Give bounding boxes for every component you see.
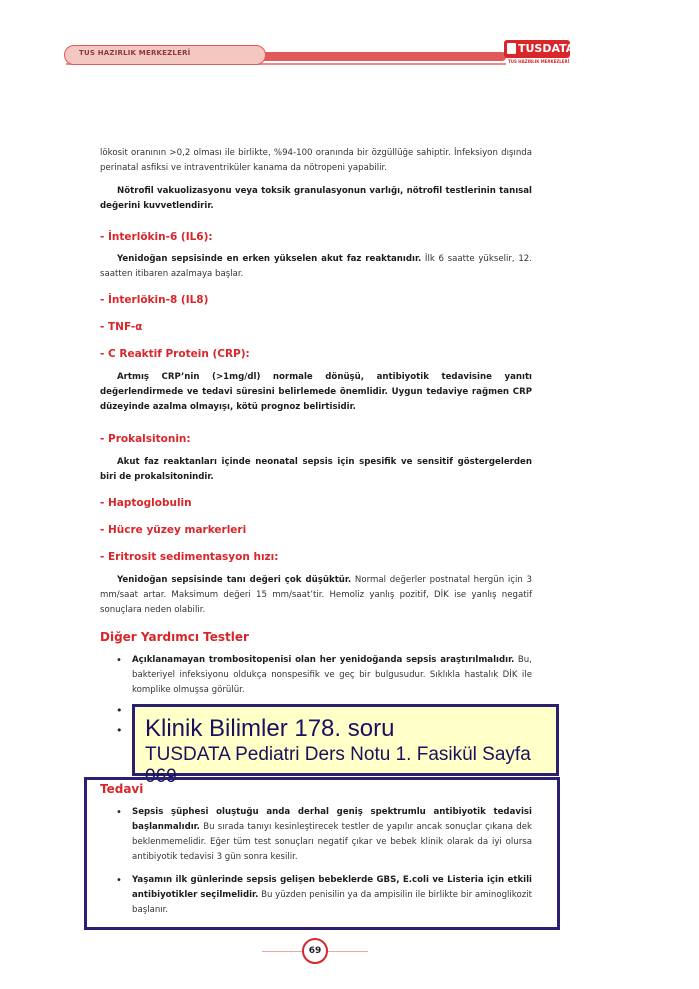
paragraph-lokosit: lökosit oranının >0,2 olması ile birlikte, %94-100 oranında bir özgüllüğe sahiptir. İnfeksiyon dışında perinatal asfiksi ve intraventriküler kanama da nötropeni yapabilir. [100, 148, 532, 173]
header-label: TUS HAZIRLIK MERKEZLERİ [79, 49, 191, 57]
paragraph-il6 [100, 252, 532, 282]
tusdata-logo [504, 40, 575, 66]
diger-b1-rest: Bu, bakteriyel infeksiyonu oldukça nonspesifik ve geç bir bulgusudur. Sıklıkla hastalık DİK ile komplike olmuşsa görülür. [132, 655, 532, 695]
eritro-bold: Yenidoğan sepsisinde tanı değeri çok düşüktür. [117, 575, 352, 585]
crp-bold: Artmış CRP’nin (>1mg/dl) normale dönüşü, antibiyotik tedavisine yanıtı değerlendirmede ve tedavi süresini belirlemede önemlidir. Uygun tedaviye rağmen CRP düzeyinde azalma olmayışı, kötü prognoz belirtisidir. [100, 372, 532, 412]
logo-text: TUSDATA [518, 42, 575, 55]
paragraph-prokalsitonin [100, 455, 532, 485]
hidden-bullet-dot: • [116, 724, 123, 737]
heading-hucre: - Hücre yüzey markerleri [100, 524, 247, 536]
tedavi-b1-bold: Sepsis şüphesi oluştuğu anda derhal geniş spektrumlu antibiyotik tedavisi başlanmalıdır. [132, 807, 532, 832]
question-reference-subtitle: TUSDATA Pediatri Ders Notu 1. Fasikül Sayfa 069 [145, 744, 531, 787]
diger-list [116, 653, 532, 698]
heading-prokalsitonin: - Prokalsitonin: [100, 433, 191, 445]
page-number: 69 [302, 938, 328, 964]
paragraph-eritrosit [100, 573, 532, 618]
heading-il8: - İnterlökin-8 (IL8) [100, 294, 209, 306]
il6-rest: İlk 6 saatte yükselir, 12. saatten itibaren azalmaya başlar. [100, 254, 532, 279]
diger-b1-bold: Açıklanamayan trombositopenisi olan her yenidoğanda sepsis araştırılmalıdır. [132, 655, 515, 665]
il6-bold: Yenidoğan sepsisinde en erken yükselen akut faz reaktanıdır. [117, 254, 422, 264]
logo-box [504, 40, 575, 58]
prok-bold: Akut faz reaktanları içinde neonatal sepsis için spesifik ve sensitif göstergelerden biri de prokalsitonindir. [100, 457, 532, 482]
tedavi-b2-bold: Yaşamın ilk günlerinde sepsis gelişen bebeklerde GBS, E.coli ve Listeria için etkili antibiyotikler seçilmelidir. [132, 875, 532, 900]
diger-bullet-1 [116, 653, 532, 698]
question-reference-title: Klinik Bilimler 178. soru [145, 715, 395, 742]
heading-tnf: - TNF-α [100, 321, 143, 333]
tedavi-b2-rest: Bu yüzden penisilin ya da ampisilin ile birlikte bir aminoglikozit başlanır. [132, 890, 533, 915]
heading-diger: Diğer Yardımcı Testler [100, 630, 249, 644]
logo-mark-icon [507, 43, 516, 54]
heading-haptoglobulin: - Haptoglobulin [100, 497, 192, 509]
paragraph-crp [100, 370, 532, 415]
heading-il6: - İnterlökin-6 (IL6): [100, 231, 213, 243]
question-reference-box [132, 704, 559, 787]
logo-subtext: TUS HAZIRLIK MERKEZLERİ [508, 59, 570, 64]
hidden-bullet-dot: • [116, 704, 123, 717]
paragraph-notrofil [100, 184, 532, 214]
header-label-pill [64, 45, 266, 65]
heading-tedavi: Tedavi [100, 782, 144, 796]
heading-crp: - C Reaktif Protein (CRP): [100, 348, 250, 360]
notrofil-bold: Nötrofil vakuolizasyonu veya toksik granulasyonun varlığı, nötrofil testlerinin tanısal değerini kuvvetlendirir. [100, 186, 532, 211]
tedavi-b1-rest: Bu sırada tanıyı kesinleştirecek testler de yapılır ancak sonuçlar çıkana dek beklenmemelidir. Eğer tüm test sonuçları negatif çıkar ve bebek klinik olarak da iyi olursa antibiyotik tedavisi 3 gün sonra kesilir. [132, 822, 532, 862]
heading-eritrosit: - Eritrosit sedimentasyon hızı: [100, 551, 279, 563]
highlight-frame [84, 777, 560, 930]
eritro-rest: Normal değerler postnatal hergün için 3 mm/saat artar. Maksimum değeri 15 mm/saat’tir. Hemoliz yanlış pozitif, DİK ise yanlış negatif sonuçlara neden olabilir. [100, 575, 532, 615]
